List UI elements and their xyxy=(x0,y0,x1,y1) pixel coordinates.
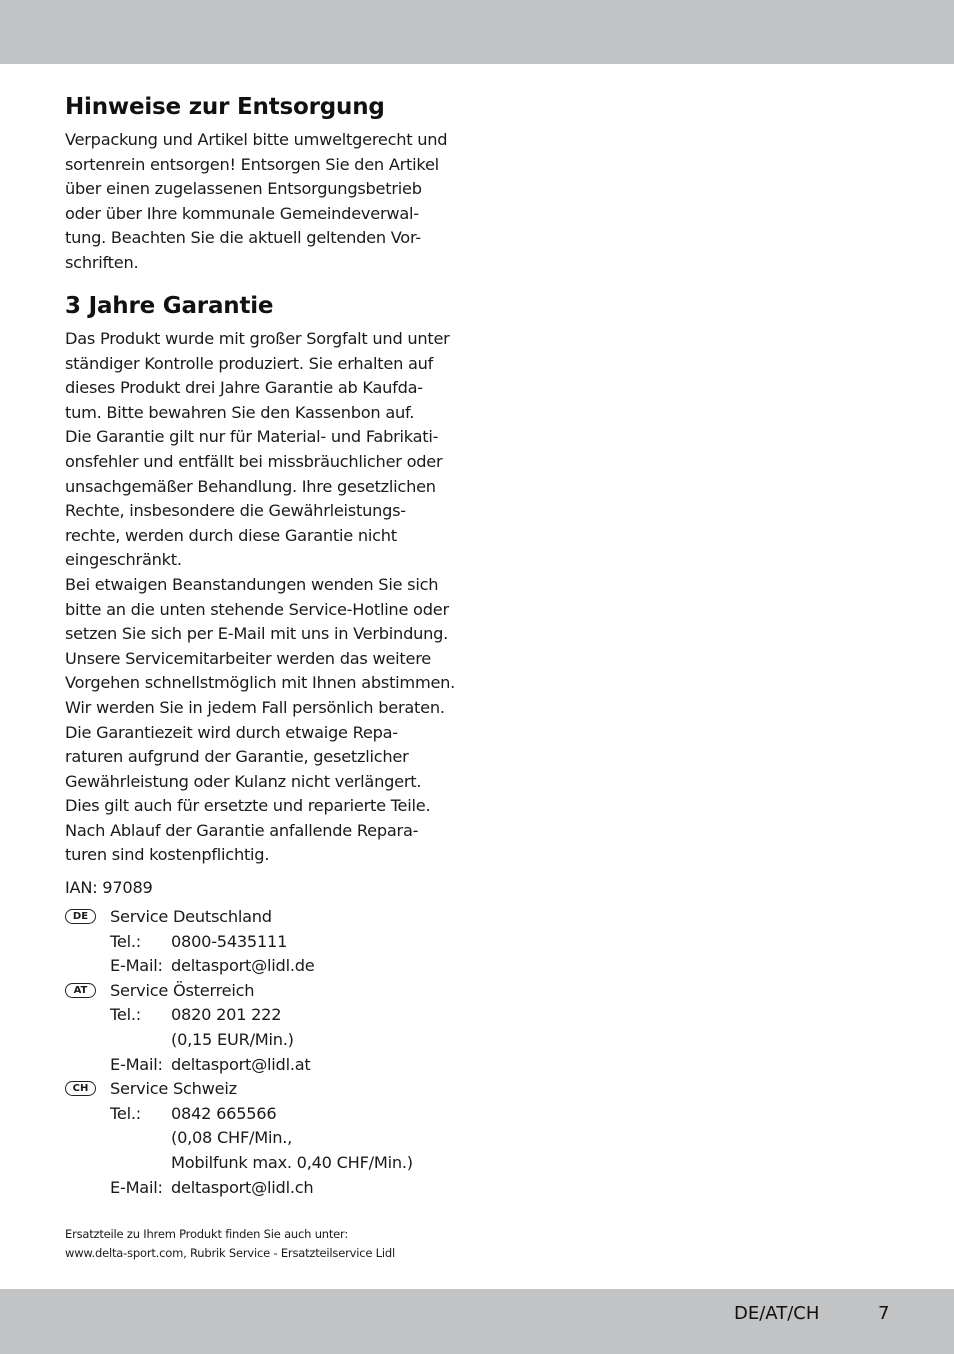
text-line: Verpackung und Artikel bitte umweltgerecht und xyxy=(65,130,448,149)
text-line: schriften. xyxy=(65,252,139,272)
text-line: tung. Beachten Sie die aktuell geltenden Vor- xyxy=(65,228,421,248)
text-line: Unsere Servicemitarbeiter werden das weitere xyxy=(65,648,431,668)
service-ch-mobile-rate: Mobilfunk max. 0,40 CHF/Min.) xyxy=(171,1153,413,1172)
text-line: Wir werden Sie in jedem Fall persönlich beraten. xyxy=(65,697,445,717)
text-line: unsachgemäßer Behandlung. Ihre gesetzlichen xyxy=(65,476,436,496)
text-line: turen sind kostenpflichtig. xyxy=(65,845,270,865)
service-ch-phone: 0842 665566 xyxy=(171,1103,277,1123)
text-line: Bei etwaigen Beanstandungen wenden Sie sich xyxy=(65,574,439,594)
tel-label: Tel.: xyxy=(110,931,141,951)
service-contacts xyxy=(65,907,460,1207)
text-line: oder über Ihre kommunale Gemeindeverwal- xyxy=(65,203,419,223)
ian-block xyxy=(65,876,460,901)
country-badge-at: AT xyxy=(65,983,96,998)
service-at-rate: (0,15 EUR/Min.) xyxy=(171,1030,294,1049)
text-line: Die Garantiezeit wird durch etwaige Repa- xyxy=(65,722,398,742)
text-line: Vorgehen schnellstmöglich mit Ihnen abstimmen. xyxy=(65,673,456,693)
spare-parts-note xyxy=(65,1225,395,1263)
text-line: eingeschränkt. xyxy=(65,550,182,570)
page-number: 7 xyxy=(878,1303,890,1324)
service-de-phone: 0800-5435111 xyxy=(171,931,288,951)
service-de-name: Service Deutschland xyxy=(110,907,272,926)
warranty-text xyxy=(65,327,460,868)
text-line: setzen Sie sich per E-Mail mit uns in Verbindung. xyxy=(65,624,449,644)
service-at-phone: 0820 201 222 xyxy=(171,1005,282,1025)
warranty-section xyxy=(65,293,460,868)
text-line: ständiger Kontrolle produziert. Sie erhalten auf xyxy=(65,353,434,373)
text-line: Die Garantie gilt nur für Material- und Fabrikati- xyxy=(65,427,439,447)
text-line: rechte, werden durch diese Garantie nicht xyxy=(65,525,397,545)
text-line: raturen aufgrund der Garantie, gesetzlicher xyxy=(65,747,409,767)
text-line: Gewährleistung oder Kulanz nicht verlängert. xyxy=(65,771,422,791)
country-badge-de: DE xyxy=(65,909,96,924)
disposal-section xyxy=(65,94,460,276)
spare-parts-line: Ersatzteile zu Ihrem Produkt finden Sie auch unter: xyxy=(65,1227,349,1241)
text-line: tum. Bitte bewahren Sie den Kassenbon auf. xyxy=(65,402,415,422)
text-line: Dies gilt auch für ersetzte und reparierte Teile. xyxy=(65,796,431,816)
email-label: E-Mail: xyxy=(110,956,163,976)
text-line: Nach Ablauf der Garantie anfallende Repara- xyxy=(65,820,419,840)
country-badge-ch: CH xyxy=(65,1081,96,1096)
warranty-heading: 3 Jahre Garantie xyxy=(65,293,274,319)
disposal-text xyxy=(65,128,460,276)
spare-parts-url: www.delta-sport.com, Rubrik Service - Ersatzteilservice Lidl xyxy=(65,1246,395,1260)
disposal-heading: Hinweise zur Entsorgung xyxy=(65,94,385,120)
text-line: onsfehler und entfällt bei missbräuchlicher oder xyxy=(65,451,443,471)
email-label: E-Mail: xyxy=(110,1177,163,1197)
text-line: dieses Produkt drei Jahre Garantie ab Kaufda- xyxy=(65,378,423,398)
text-line: Das Produkt wurde mit großer Sorgfalt und unter xyxy=(65,329,450,348)
footer-countries: DE/AT/CH xyxy=(734,1303,820,1324)
text-line: über einen zugelassenen Entsorgungsbetrieb xyxy=(65,179,422,199)
tel-label: Tel.: xyxy=(110,1103,141,1123)
service-at-name: Service Österreich xyxy=(110,980,255,1000)
text-line: sortenrein entsorgen! Entsorgen Sie den Artikel xyxy=(65,154,439,174)
service-de-email: deltasport@lidl.de xyxy=(171,956,315,976)
ian-number: IAN: 97089 xyxy=(65,878,153,897)
email-label: E-Mail: xyxy=(110,1054,163,1074)
service-at-email: deltasport@lidl.at xyxy=(171,1054,311,1074)
service-ch-email: deltasport@lidl.ch xyxy=(171,1177,314,1197)
text-line: bitte an die unten stehende Service-Hotline oder xyxy=(65,599,449,619)
service-ch-rate: (0,08 CHF/Min., xyxy=(171,1128,293,1148)
tel-label: Tel.: xyxy=(110,1005,141,1025)
service-ch-name: Service Schweiz xyxy=(110,1079,237,1099)
header-band xyxy=(0,0,954,64)
text-line: Rechte, insbesondere die Gewährleistungs- xyxy=(65,501,406,521)
